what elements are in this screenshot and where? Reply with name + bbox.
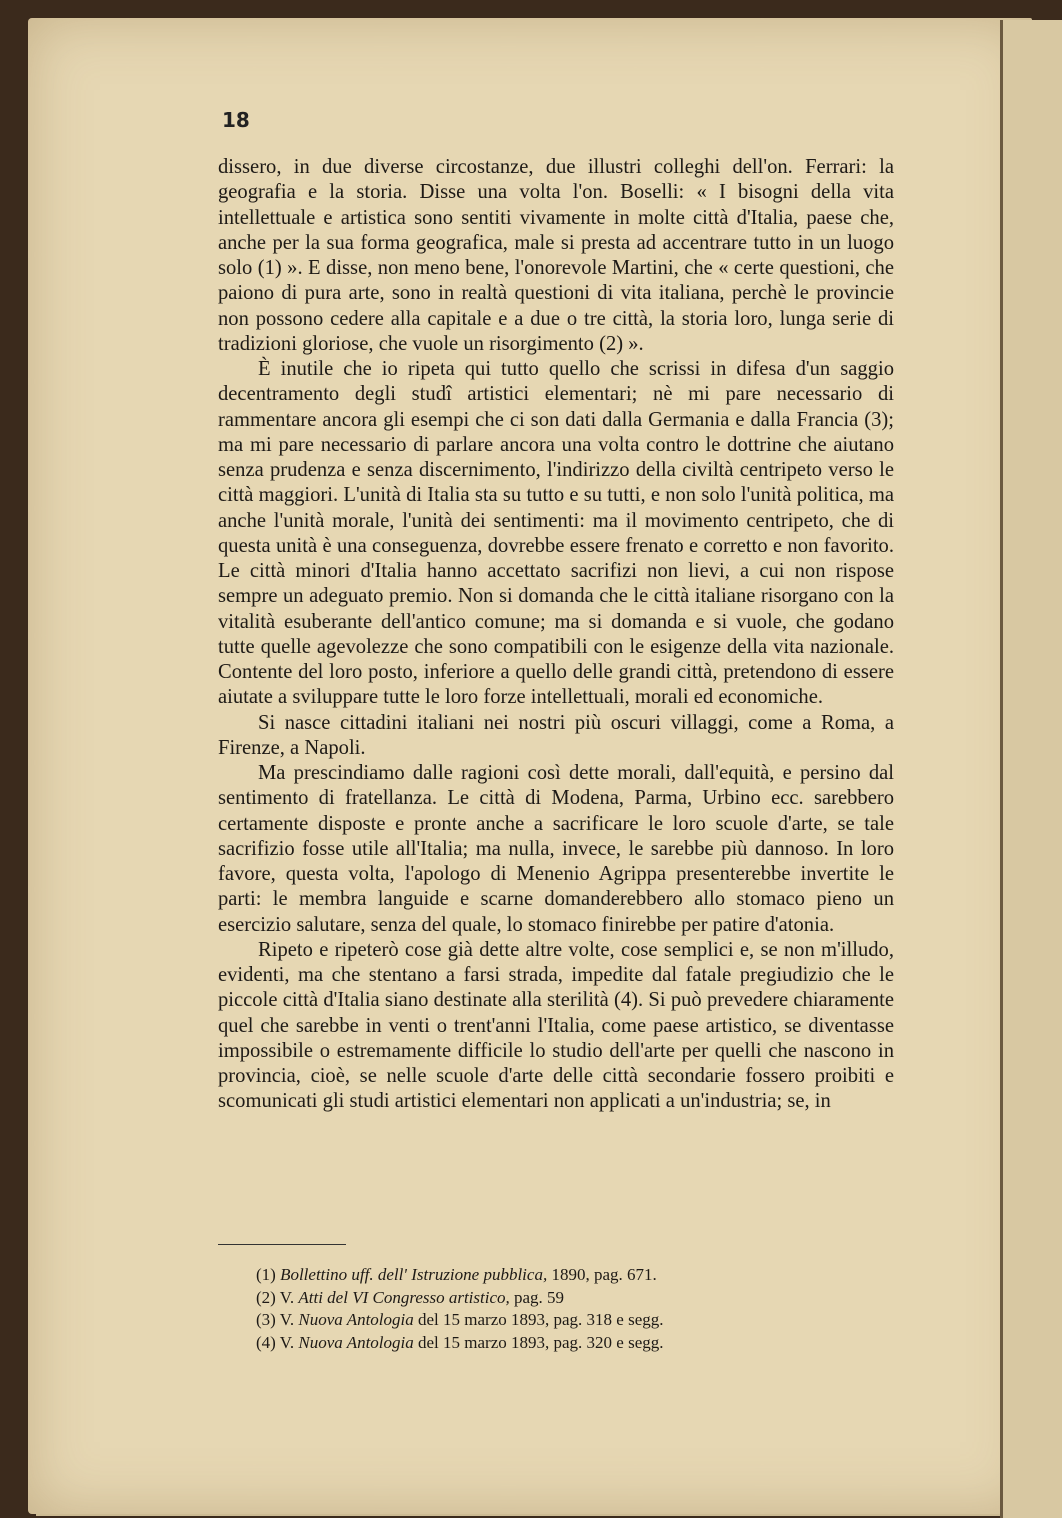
paragraph-5: Ripeto e ripeterò cose già dette altre volte, cose semplici e, se non m'illudo, evidenti, ma che stentano a farsi strada, impedite dal fatale pregiudizio che le piccole città d'Italia siano destinate alla sterilità (4). Si può prevedere chiaramente quel che sarebbe in venti o trent'anni l'Italia, come paese artistico, se diventasse impossibile o estremamente difficile lo studio dell'arte per quelli che nascono in provincia, cioè, se nelle scuole d'arte delle città secondarie fossero proibiti e scomunicati gli studi artistici elementari non applicati a un'industria; se, in (218, 938, 894, 1113)
footnote-prefix: V. (279, 1310, 299, 1329)
footnotes (256, 1264, 816, 1354)
page-number: 18 (222, 108, 250, 132)
footnote-rest: pag. 59 (509, 1287, 565, 1307)
footnote-title: Nuova Antologia (298, 1310, 414, 1329)
paragraph-2: È inutile che io ripeta qui tutto quello che scrissi in difesa d'un saggio decentramento degli studî artistici elementari; nè mi pare necessario di rammentare ancora gli esempi che ci son dati dalla Germania e dalla Francia (3); ma mi pare necessario di parlare ancora una volta contro le dottrine che aiutano senza prudenza e senza discernimento, l'indirizzo della civiltà centripeto verso le città maggiori. L'unità di Italia sta su tutto e su tutti, e non solo l'unità politica, ma anche l'unità morale, l'unità dei sentimenti: ma il movimento centripeto, che di questa unità è una conseguenza, dovrebbe essere frenato e corretto e non favorito. Le città minori d'Italia hanno accettato sacrifizi non lievi, a cui non rispose sempre un adeguato premio. Non si domanda che le città italiane risorgano con la vitalità esuberante dell'antico comune; ma si domanda e si vuole, che godano tutte quelle agevolezze che sono compatibili con le esigenze della vita nazionale. Contente del loro posto, inferiore a quello delle grandi città, pretendono di essere aiutate a sviluppare tutte le loro forze intellettuali, morali ed economiche. (218, 358, 894, 709)
footnote-prefix: V. (279, 1332, 299, 1352)
footnote-number: (3) (256, 1310, 276, 1329)
body-text (218, 155, 894, 1115)
footnote-number: (1) (256, 1265, 276, 1284)
footnote-4 (256, 1332, 816, 1355)
footnote-3 (256, 1309, 816, 1332)
footnote-1 (256, 1264, 816, 1287)
footnote-rest: del 15 marzo 1893, pag. 318 e segg. (413, 1310, 664, 1329)
footnote-rest: 1890, pag. 671. (547, 1265, 657, 1284)
footnote-prefix: V. (279, 1287, 299, 1307)
paragraph-3: Si nasce cittadini italiani nei nostri più oscuri villaggi, come a Roma, a Firenze, a Napoli. (218, 711, 894, 759)
footnote-title: Atti del VI Congresso artistico, (298, 1287, 510, 1307)
footnote-2 (256, 1287, 816, 1310)
paragraph-4: Ma prescindiamo dalle ragioni così dette morali, dall'equità, e persino dal sentimento di fratellanza. Le città di Modena, Parma, Urbino ecc. sarebbero certamente disposte e pronte anche a sacrificare le loro scuole d'arte, se tale sacrifizio fosse utile all'Italia; ma nulla, invece, le sarebbe più dannoso. In loro favore, questa volta, l'apologo di Menenio Agrippa presenterebbe invertite le parti: le membra languide e scarne domanderebbero allo stomaco pieno un esercizio salutare, senza del quale, lo stomaco finirebbe per patire d'atonia. (218, 762, 894, 936)
footnote-separator (218, 1244, 346, 1245)
adjacent-page-edge (1000, 20, 1062, 1518)
footnote-rest: del 15 marzo 1893, pag. 320 e segg. (413, 1332, 664, 1352)
footnote-number: (4) (256, 1332, 276, 1352)
paragraph-1: dissero, in due diverse circostanze, due illustri colleghi dell'on. Ferrari: la geografia e la storia. Disse una volta l'on. Boselli: « I bisogni della vita intellettuale e artistica sono sentiti vivamente in molte città d'Italia, paese che, anche per la sua forma geografica, male si presta ad accentrare tutto in un luogo solo (1) ». E disse, non meno bene, l'onorevole Martini, che « certe questioni, che paiono di pura arte, sono in realtà questioni di vita italiana, perchè le provincie non possono cedere alla capitale e a due o tre città, la storia loro, lunga serie di tradizioni gloriose, che vuole un risorgimento (2) ». (218, 156, 894, 355)
footnote-title: Bollettino uff. dell' Istruzione pubblica, (280, 1265, 548, 1284)
footnote-title: Nuova Antologia (298, 1332, 414, 1352)
footnote-number: (2) (256, 1287, 276, 1307)
